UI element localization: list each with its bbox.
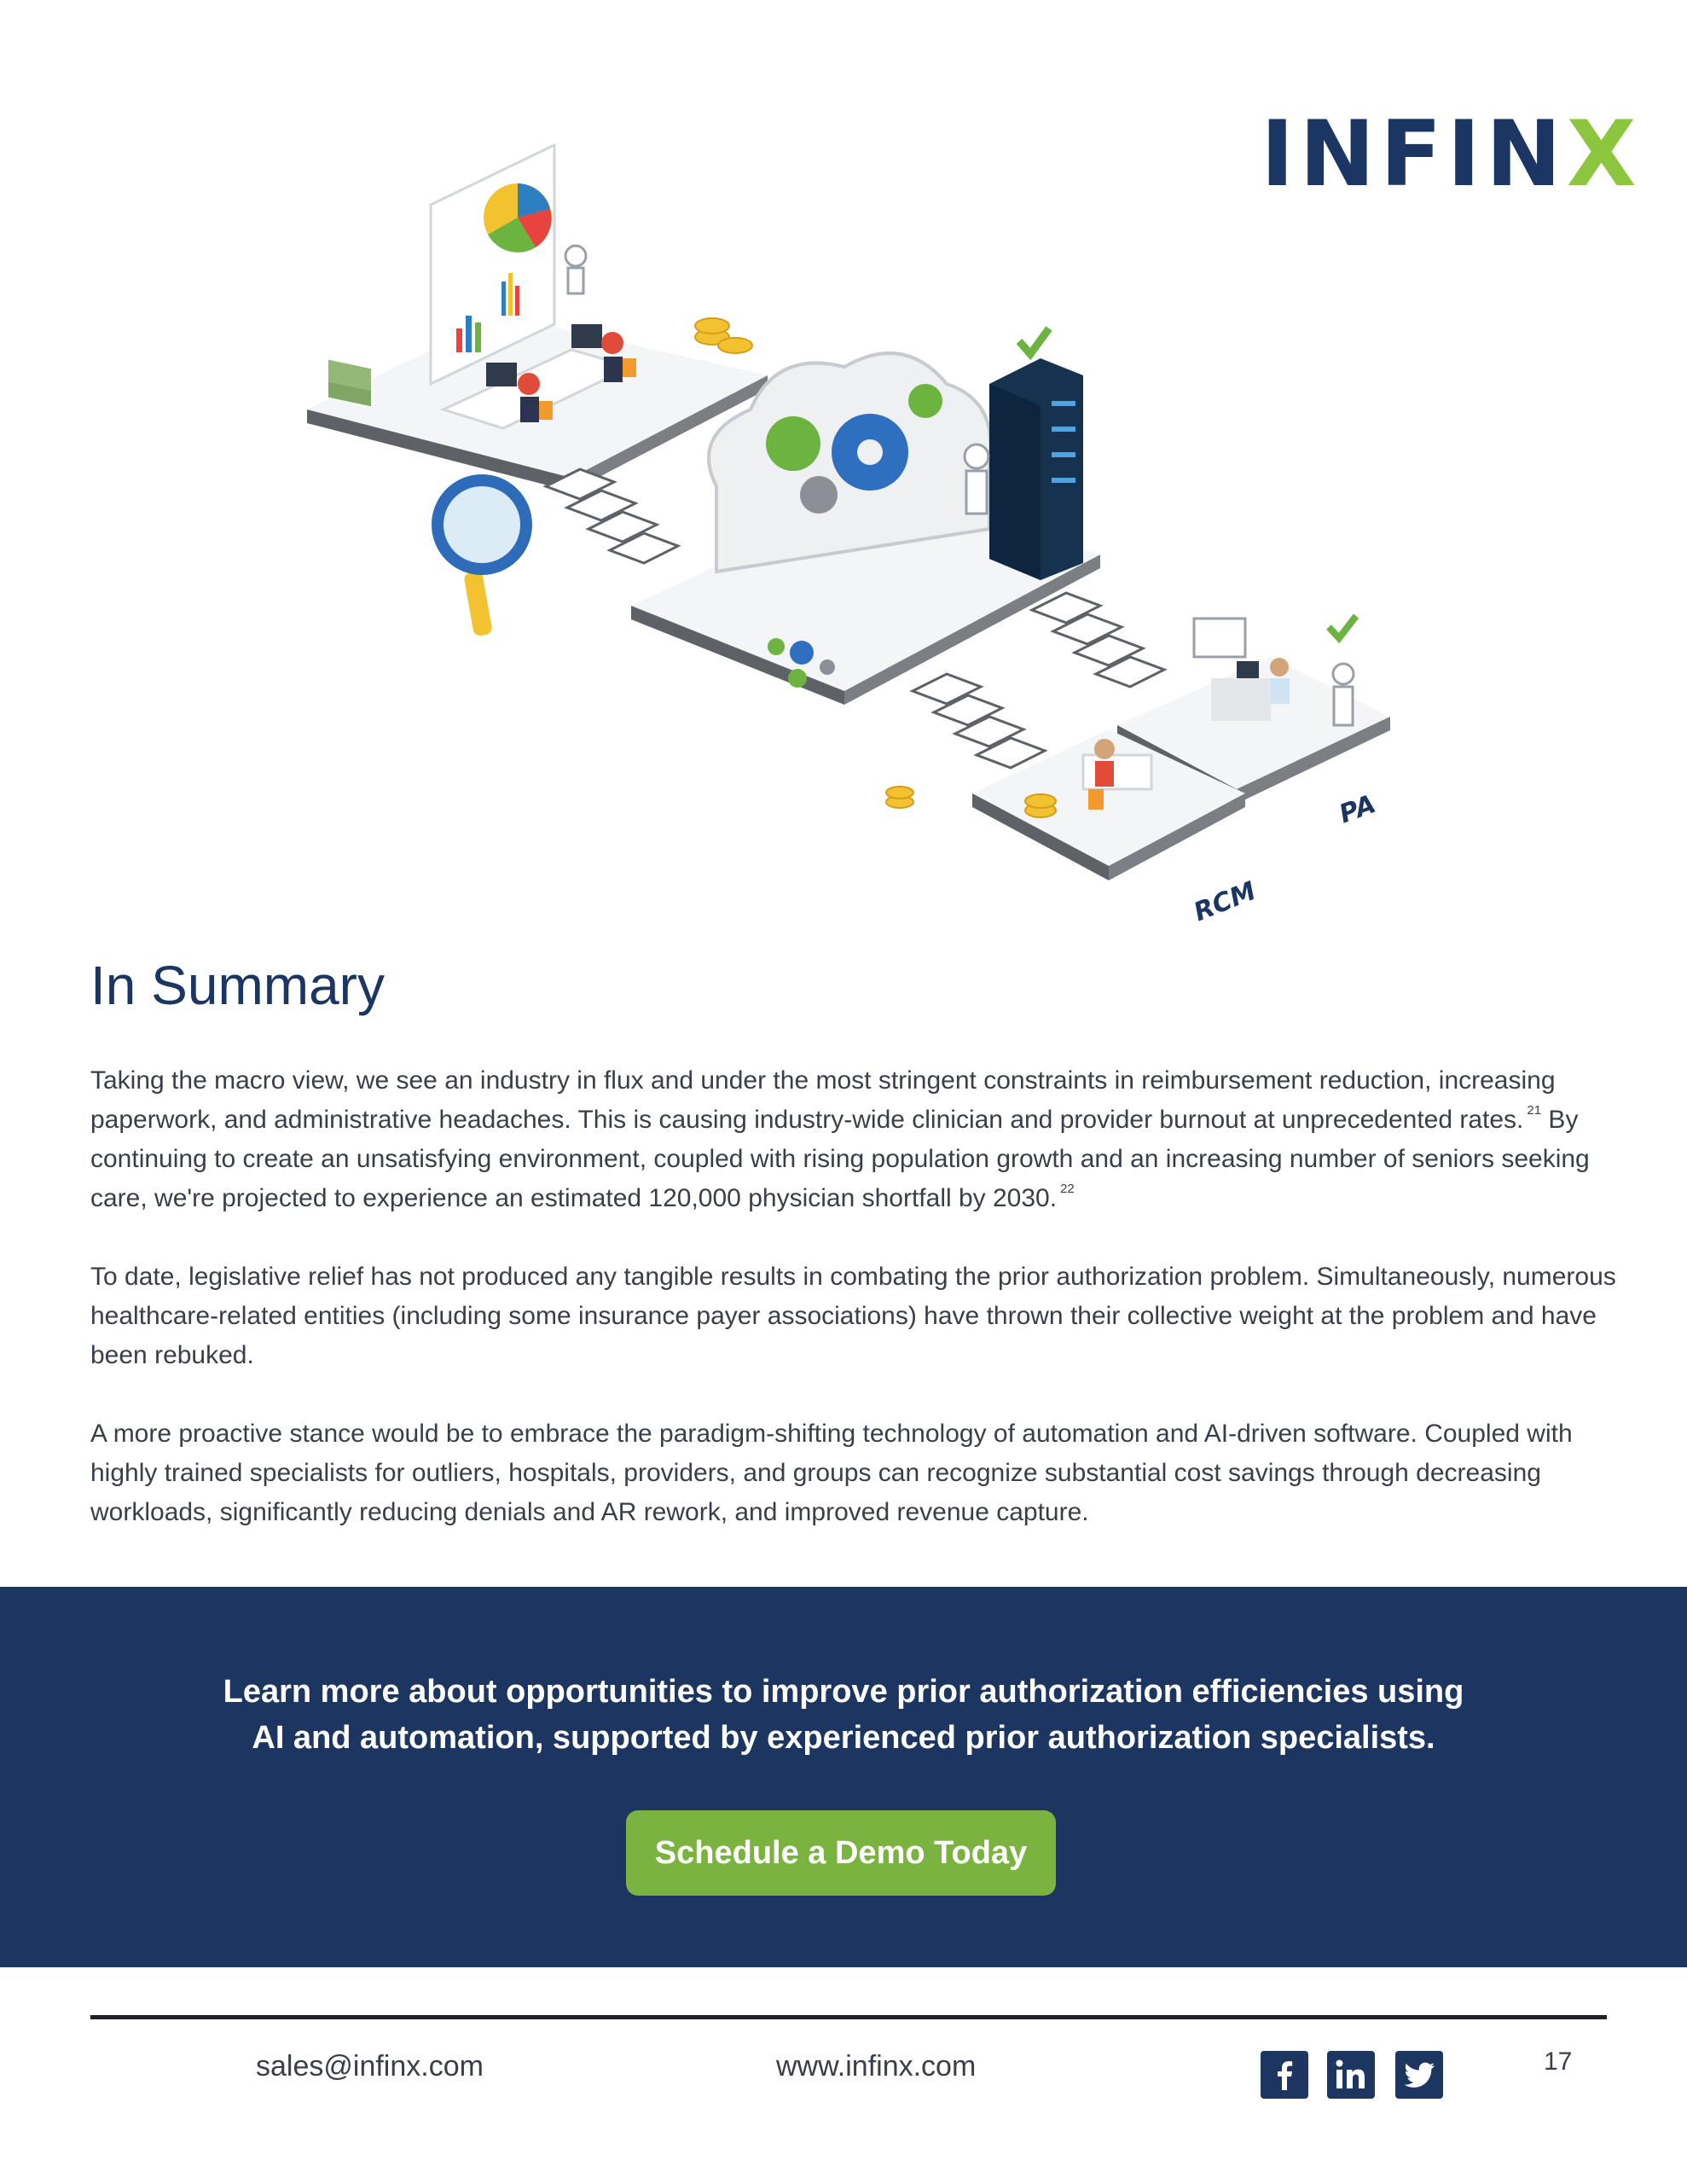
twitter-icon[interactable] [1395, 2051, 1443, 2099]
footnote-ref: 22 [1060, 1182, 1075, 1196]
infinx-logo: INFINX [1261, 102, 1642, 206]
email-link[interactable]: sales@infinx.com [256, 2050, 484, 2082]
schedule-demo-button[interactable]: Schedule a Demo Today [626, 1810, 1056, 1896]
summary-paragraph-1: Taking the macro view, we see an industry in flux and under the most stringent constraints in reimbursement reduction, increasing paperwork, and administrative headaches. This is causing industry-wide clinician and provider burnout at unprecedented rates. $^{21}$ By continuing to create an unsatisfying environment, coupled with rising population growth and an increasing number of seniors seeking care, we're projected to experience an estimated 120,000 physician shortfall by 2030. $^{22}$ [90, 1066, 1590, 1212]
footnote-ref: 21 [1527, 1103, 1542, 1118]
stairs-left [546, 469, 678, 563]
workflow-illustration [290, 128, 1416, 938]
linkedin-icon[interactable] [1327, 2051, 1375, 2099]
pa-label: PA [1335, 789, 1380, 830]
rcm-label: RCM [1189, 875, 1261, 928]
summary-paragraph-2: To date, legislative relief has not produced any tangible results in combating the prior authorization problem. Simultaneously, numerous healthcare-related entities (including some insurance payer associations) have thrown their collective weight at the problem and have been rebuked. [90, 1263, 1616, 1369]
facebook-icon[interactable] [1261, 2051, 1308, 2099]
website-link[interactable]: www.infinx.com [776, 2050, 977, 2082]
page-number: 17 [1544, 2048, 1573, 2076]
cta-banner [0, 1587, 1687, 1967]
cta-text: Learn more about opportunities to improve prior authorization efficiencies using AI and automation, supported by experienced prior authorization specialists. [223, 1674, 1464, 1756]
footer-divider [90, 2015, 1607, 2019]
page-title: In Summary [90, 955, 385, 1016]
summary-paragraph-3: A more proactive stance would be to embrace the paradigm-shifting technology of automation and AI-driven software. Coupled with highly trained specialists for outliers, hospitals, providers, and groups can recognize substantial cost savings through decreasing workloads, significantly reducing denials and AR rework, and improved revenue capture. [90, 1420, 1573, 1526]
analytics-platform [307, 145, 768, 491]
magnifier-icon [438, 480, 526, 636]
